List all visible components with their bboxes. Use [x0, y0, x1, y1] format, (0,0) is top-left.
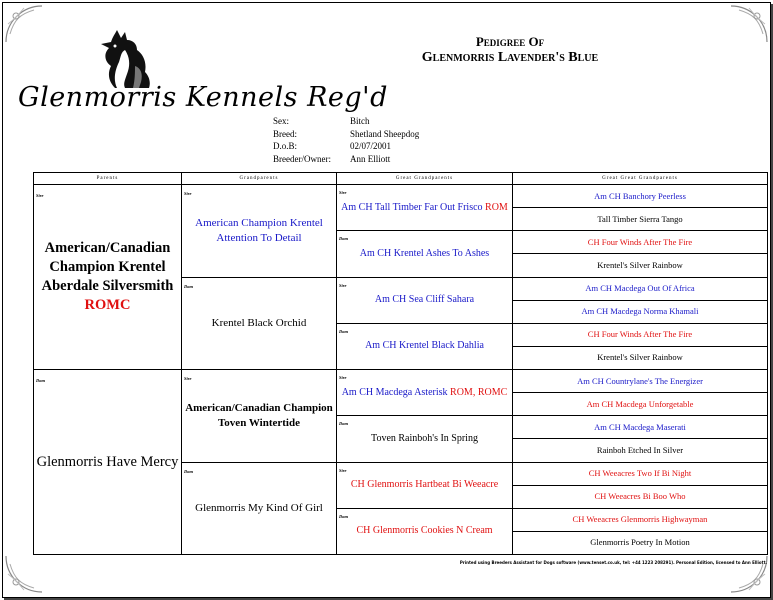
print-footer: Printed using Breeders Assistant for Dogs software (www.tenset.co.uk, tel: +44 1223 208291). Personal Edition, licensed to Ann Elliott. [459, 560, 767, 565]
parent-sire [34, 185, 182, 370]
sire-label: Sire [184, 191, 192, 196]
great-great-grandparent: Krentel's Silver Rainbow [513, 346, 768, 369]
title-line-1: Pedigree Of [475, 34, 545, 49]
dog-details [273, 116, 419, 166]
great-grandparent [337, 462, 513, 508]
title-line-2: Glenmorris Lavender's Blue [421, 50, 599, 65]
dam-label: Dam [339, 421, 348, 427]
header-grandparents: Grandparents [182, 173, 337, 185]
grandparent [182, 185, 337, 278]
dog-name: Am CH Macdega Asterisk [341, 386, 448, 398]
detail-key: Breed: [273, 128, 297, 139]
pedigree-table [33, 172, 768, 555]
detail-row-breeder [273, 154, 419, 167]
detail-key: Sex: [273, 116, 290, 126]
great-grandparent [337, 416, 513, 462]
title-suffix: ROM, ROMC [450, 386, 508, 398]
dam-label: Dam [339, 236, 348, 242]
dog-name: American/Canadian Champion Krentel Aberdale Silversmith [41, 240, 174, 294]
dog-name: Am CH Sea Cliff Sahara [374, 294, 475, 306]
detail-row-sex [273, 116, 419, 129]
header-great-great-grandparents: Great Great Grandparents [513, 173, 768, 185]
great-great-grandparent: Am CH Macdega Unforgetable [513, 393, 768, 416]
detail-key: D.o.B: [273, 141, 298, 151]
sire-label: Sire [339, 190, 347, 195]
dog-name: Toven Rainboh's In Spring [371, 432, 478, 444]
dog-name: Am CH Tall Timber Far Out Frisco [341, 201, 483, 213]
sire-label: Sire [184, 376, 192, 381]
detail-row-dob [273, 141, 419, 154]
sire-label: Sire [339, 375, 347, 380]
grandparent [182, 277, 337, 370]
great-grandparent [337, 508, 513, 554]
great-great-grandparent: Krentel's Silver Rainbow [513, 254, 768, 277]
detail-value: Ann Elliott [350, 153, 391, 164]
sire-label: Sire [36, 193, 44, 198]
parent-dam [34, 370, 182, 555]
pedigree-title [395, 34, 625, 66]
dog-name: Glenmorris Have Mercy [36, 453, 179, 470]
dog-name: Krentel Black Orchid [211, 316, 307, 329]
great-grandparent [337, 323, 513, 369]
great-great-grandparent: Am CH Macdega Out Of Africa [513, 277, 768, 300]
dam-label: Dam [339, 513, 348, 519]
great-great-grandparent: Am CH Banchory Peerless [513, 185, 768, 208]
detail-value: Bitch [350, 116, 370, 126]
corner-ornament-icon [4, 554, 44, 594]
detail-key: Breeder/Owner: [273, 153, 331, 164]
kennel-name: Glenmorris Kennels Reg'd [18, 82, 388, 113]
great-great-grandparent: CH Weeacres Glenmorris Highwayman [513, 508, 768, 531]
great-great-grandparent: Tall Timber Sierra Tango [513, 208, 768, 231]
grandparent [182, 370, 337, 463]
sire-label: Sire [339, 467, 347, 473]
header-great-grandparents: Great Grandparents [337, 173, 513, 185]
great-grandparent [337, 231, 513, 277]
great-great-grandparent: Am CH Macdega Maserati [513, 416, 768, 439]
great-grandparent [337, 370, 513, 416]
great-great-grandparent: Am CH Macdega Norma Khamali [513, 300, 768, 323]
title-suffix: ROMC [84, 297, 131, 313]
great-great-grandparent: CH Weeacres Bi Boo Who [513, 485, 768, 508]
dog-name: CH Glenmorris Cookies N Cream [356, 525, 493, 537]
header-parents: Parents [34, 173, 182, 185]
dog-name: American/Canadian Champion Toven Wintertide [185, 401, 333, 429]
corner-ornament-icon [729, 4, 769, 44]
detail-value: 02/07/2001 [350, 141, 392, 151]
dog-name: CH Glenmorris Hartbeat Bi Weeacre [350, 479, 499, 491]
great-great-grandparent: CH Weeacres Two If Bi Night [513, 462, 768, 485]
great-great-grandparent: CH Four Winds After The Fire [513, 323, 768, 346]
great-great-grandparent: CH Four Winds After The Fire [513, 231, 768, 254]
great-great-grandparent: Rainboh Etched In Silver [513, 439, 768, 462]
dam-label: Dam [339, 328, 348, 334]
grandparent [182, 462, 337, 555]
sheltie-dog-icon [95, 26, 155, 90]
corner-ornament-icon [4, 4, 44, 44]
dog-name: American Champion Krentel Attention To Detail [195, 216, 323, 244]
dam-label: Dam [184, 468, 193, 474]
dog-name: Am CH Krentel Ashes To Ashes [359, 247, 490, 259]
dog-name: Am CH Krentel Black Dahlia [365, 340, 484, 352]
sire-label: Sire [339, 282, 347, 288]
great-grandparent [337, 185, 513, 231]
great-great-grandparent: Glenmorris Poetry In Motion [513, 531, 768, 554]
great-great-grandparent: Am CH Countrylane's The Energizer [513, 370, 768, 393]
title-suffix: ROM [485, 201, 508, 213]
detail-value: Shetland Sheepdog [350, 128, 420, 139]
dog-name: Glenmorris My Kind Of Girl [195, 501, 323, 514]
dam-label: Dam [184, 283, 193, 289]
great-grandparent [337, 277, 513, 323]
detail-row-breed [273, 129, 419, 142]
header-row [34, 173, 768, 185]
dam-label: Dam [36, 378, 45, 383]
